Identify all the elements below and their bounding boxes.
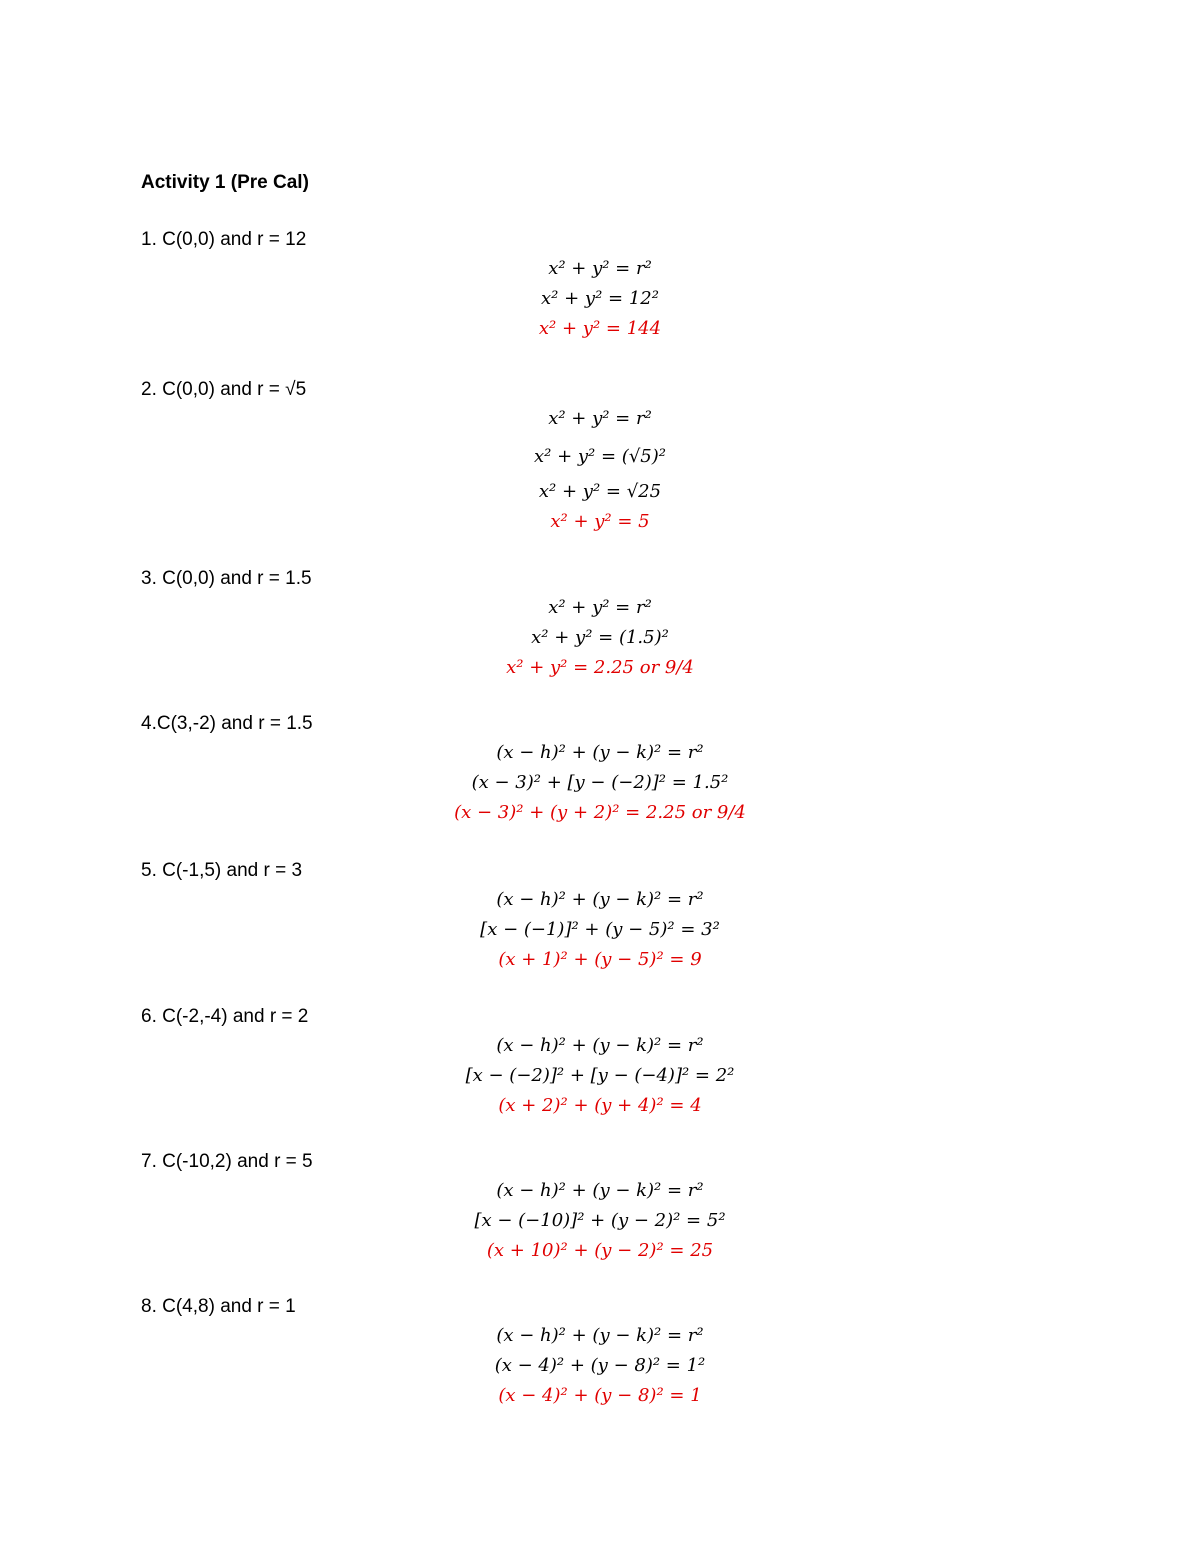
problem-1-label: 1. C(0,0) and r = 12	[141, 229, 307, 250]
problem-5-label: 5. C(-1,5) and r = 3	[141, 860, 303, 881]
problem-4-label: 4.C(3,-2) and r = 1.5	[141, 713, 313, 734]
problem-7-label: 7. C(-10,2) and r = 5	[141, 1151, 313, 1172]
problem-3-label: 3. C(0,0) and r = 1.5	[141, 568, 312, 589]
problem-8-answer: (x − 4)² + (y − 8)² = 1	[498, 1385, 702, 1406]
problem-5-answer: (x + 1)² + (y − 5)² = 9	[498, 949, 702, 970]
problem-3-step-2: x² + y² = (1.5)²	[531, 627, 669, 648]
problem-5-step-2: [x − (−1)]² + (y − 5)² = 3²	[480, 919, 720, 940]
problem-2-label: 2. C(0,0) and r = √5	[141, 379, 307, 400]
problem-7-answer: (x + 10)² + (y − 2)² = 25	[486, 1240, 714, 1261]
problem-8-step-2: (x − 4)² + (y − 8)² = 1²	[494, 1355, 706, 1376]
problem-8-step-1: (x − h)² + (y − k)² = r²	[496, 1325, 704, 1346]
problem-6-answer: (x + 2)² + (y + 4)² = 4	[498, 1095, 702, 1116]
problem-3-step-1: x² + y² = r²	[548, 597, 652, 618]
problem-3-answer: x² + y² = 2.25 or 9/4	[506, 657, 694, 678]
problem-2-answer: x² + y² = 5	[550, 511, 650, 532]
problem-1-step-1: x² + y² = r²	[548, 258, 652, 279]
problem-4-answer: (x − 3)² + (y + 2)² = 2.25 or 9/4	[454, 802, 746, 823]
problem-1-step-2: x² + y² = 12²	[541, 288, 659, 309]
problem-5-step-1: (x − h)² + (y − k)² = r²	[496, 889, 704, 910]
problem-7-step-1: (x − h)² + (y − k)² = r²	[496, 1180, 704, 1201]
problem-6-step-2: [x − (−2)]² + [y − (−4)]² = 2²	[465, 1065, 735, 1086]
page-title: Activity 1 (Pre Cal)	[141, 172, 309, 193]
problem-8-label: 8. C(4,8) and r = 1	[141, 1296, 296, 1317]
problem-1-answer: x² + y² = 144	[538, 318, 662, 339]
problem-2-step-2: x² + y² = (√5)²	[534, 446, 666, 467]
problem-4-step-2: (x − 3)² + [y − (−2)]² = 1.5²	[471, 772, 729, 793]
problem-2-step-1: x² + y² = r²	[548, 408, 652, 429]
problem-7-step-2: [x − (−10)]² + (y − 2)² = 5²	[474, 1210, 726, 1231]
problem-6-step-1: (x − h)² + (y − k)² = r²	[496, 1035, 704, 1056]
problem-6-label: 6. C(-2,-4) and r = 2	[141, 1006, 309, 1027]
problem-4-step-1: (x − h)² + (y − k)² = r²	[496, 742, 704, 763]
problem-2-step-3: x² + y² = √25	[538, 481, 662, 502]
